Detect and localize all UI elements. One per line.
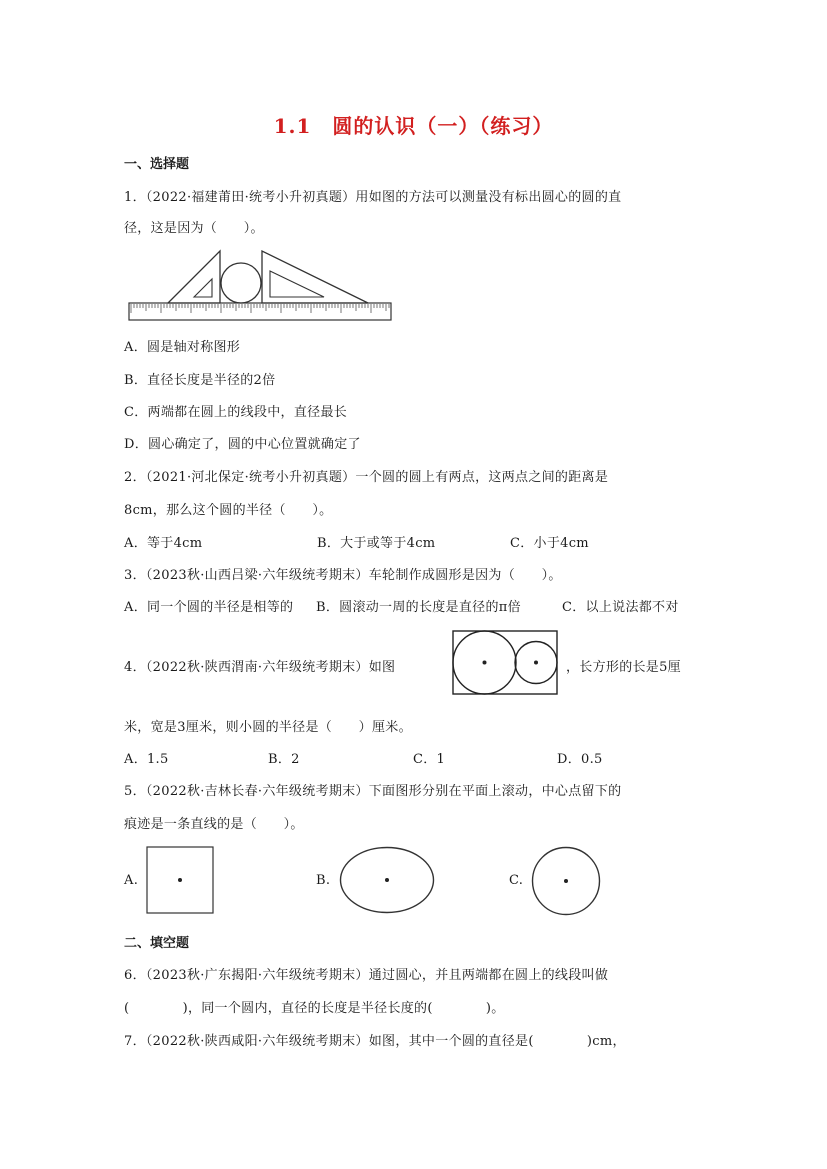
q4-rectangle-circles-figure — [452, 630, 558, 695]
q4-stem-line1-pre: 4．（2022秋·陕西渭南·六年级统考期末）如图 — [124, 660, 396, 675]
q3-option-a: A．同一个圆的半径是相等的 — [124, 600, 294, 615]
q1-stem-line1: 1．（2022·福建莆田·统考小升初真题）用如图的方法可以测量没有标出圆心的圆的直 — [124, 190, 622, 205]
q4-rectangle — [453, 631, 557, 694]
q1-option-d: D．圆心确定了，圆的中心位置就确定了 — [124, 437, 361, 452]
q2-stem-line2: 8cm，那么这个圆的半径（ ）。 — [124, 503, 333, 518]
q4-stem-line2: 米，宽是3厘米，则小圆的半径是（ ）厘米。 — [124, 720, 412, 735]
q5-circle-figure — [531, 846, 601, 916]
q6-stem-line1: 6．（2023秋·广东揭阳·六年级统考期末）通过圆心，并且两端都在圆上的线段叫做 — [124, 968, 609, 983]
right-set-square — [262, 251, 368, 303]
q5-square-center — [178, 878, 182, 882]
q5-label-a: A. — [124, 873, 139, 888]
q2-option-b: B．大于或等于4cm — [317, 536, 436, 551]
q3-option-c: C．以上说法都不对 — [562, 600, 679, 615]
q4-large-circle-center — [483, 661, 487, 665]
q5-label-b: B. — [316, 873, 331, 888]
q7-stem-line1: 7．（2022秋·陕西咸阳·六年级统考期末）如图，其中一个圆的直径是( )cm， — [124, 1034, 626, 1049]
q6-stem-line2: ( )，同一个圆内，直径的长度是半径长度的( )。 — [124, 1001, 505, 1016]
section-heading-fill: 二、填空题 — [124, 936, 190, 951]
q1-option-c: C．两端都在圆上的线段中，直径最长 — [124, 405, 348, 420]
q4-option-b: B．2 — [268, 752, 300, 767]
section-heading-choice: 一、选择题 — [124, 157, 190, 172]
q4-stem-line1-post: ，长方形的长是5厘 — [566, 660, 681, 675]
q5-stem-line1: 5．（2022秋·吉林长春·六年级统考期末）下面图形分别在平面上滚动，中心点留下的 — [124, 784, 622, 799]
left-set-square-inner — [194, 279, 212, 297]
q1-stem-line2: 径，这是因为（ ）。 — [124, 221, 264, 236]
q1-option-a: A．圆是轴对称图形 — [124, 340, 241, 355]
q3-stem: 3．（2023秋·山西吕梁·六年级统考期末）车轮制作成圆形是因为（ ）。 — [124, 568, 562, 583]
q2-option-c: C．小于4cm — [510, 536, 589, 551]
q4-option-c: C．1 — [413, 752, 446, 767]
page-title: 1.1 圆的认识（一）（练习） — [273, 114, 554, 138]
q5-square-figure — [146, 846, 214, 914]
q4-option-a: A．1.5 — [124, 752, 169, 767]
right-set-square-inner — [270, 271, 324, 297]
q5-ellipse-center — [385, 878, 389, 882]
q1-option-b: B．直径长度是半径的2倍 — [124, 373, 276, 388]
q5-ellipse-figure — [339, 846, 435, 914]
q5-circle-center — [564, 879, 568, 883]
q1-ruler-figure — [128, 248, 394, 324]
q5-stem-line2: 痕迹是一条直线的是（ ）。 — [124, 817, 304, 832]
q2-option-a: A．等于4cm — [124, 536, 203, 551]
q4-small-circle-center — [534, 661, 538, 665]
q3-option-b: B．圆滚动一周的长度是直径的π倍 — [316, 600, 521, 615]
q2-stem-line1: 2．（2021·河北保定·统考小升初真题）一个圆的圆上有两点，这两点之间的距离是 — [124, 470, 609, 485]
measured-circle — [221, 263, 261, 303]
q5-label-c: C. — [509, 873, 524, 888]
q4-option-d: D．0.5 — [557, 752, 603, 767]
